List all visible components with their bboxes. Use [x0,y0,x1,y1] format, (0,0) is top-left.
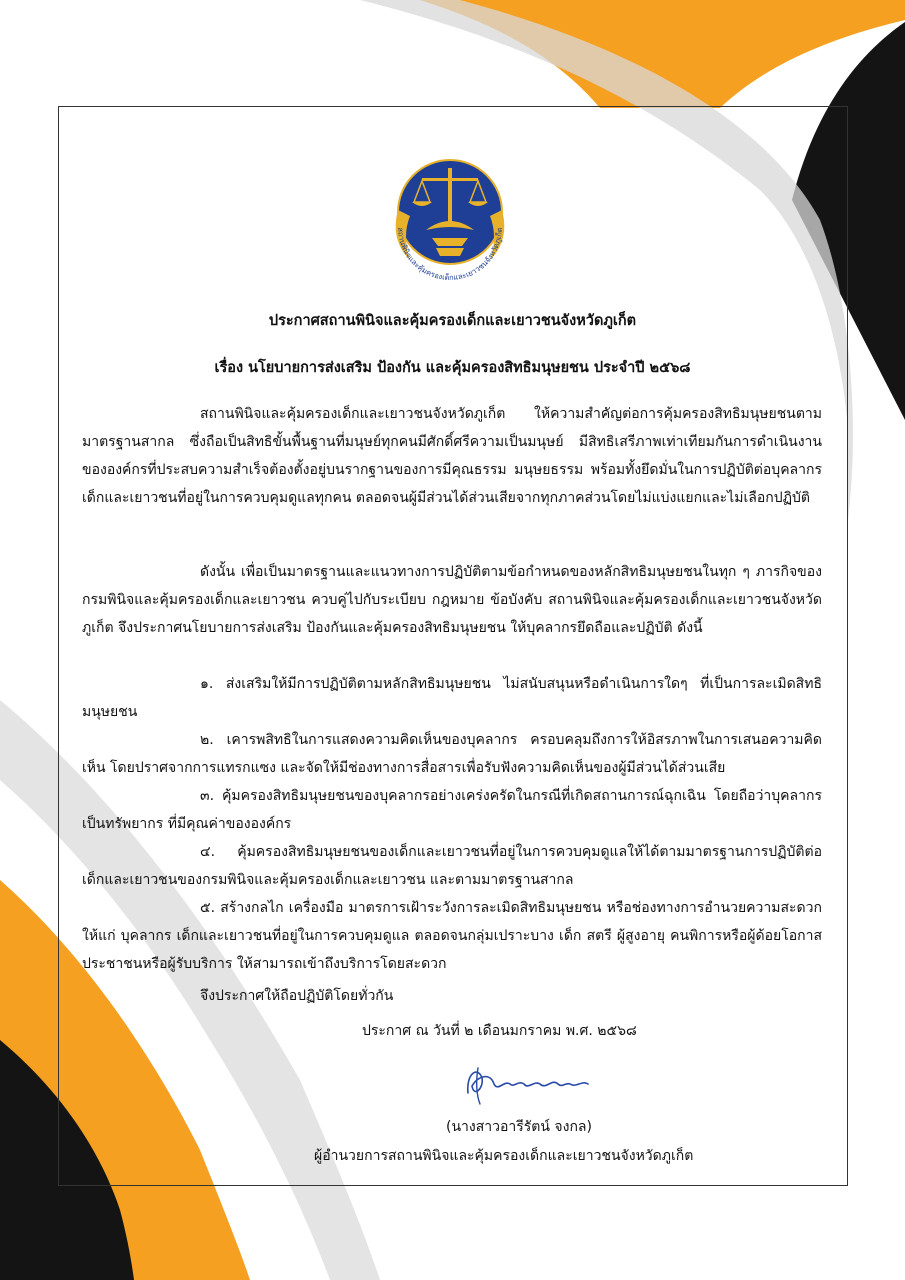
policy-item-3 [82,782,822,838]
svg-text:สถานพินิจและคุ้มครองเด็กและเยา: สถานพินิจและคุ้มครองเด็กและเยาวชนจังหวัดภูเก็ต [395,227,505,283]
document-title: ประกาศสถานพินิจและคุ้มครองเด็กและเยาวชนจังหวัดภูเก็ต [268,313,637,329]
policy-item-text: ๕. สร้างกลไก เครื่องมือ มาตรการเฝ้าระวังการละเมิดสิทธิมนุษยชน หรือช่องทางการอำนวยความสะดวกให้แก่ บุคลากร เด็กและเยาวชนที่อยู่ในการควบคุมดูแล ตลอดจนกลุ่มเปราะบาง เด็ก สตรี ผู้สูงอายุ คนพิการหรือผู้ด้อยโอกาส ประชาชนหรือผู้รับบริการ ให้สามารถเข้าถึงบริการโดยสะดวก [82,900,822,972]
document-subject: เรื่อง นโยบายการส่งเสริม ป้องกัน และคุ้มครองสิทธิมนุษยชน ประจำปี ๒๕๖๘ [214,360,691,376]
policy-item-text: ๒. เคารพสิทธิในการแสดงความคิดเห็นของบุคลากร ครอบคลุมถึงการให้อิสรภาพในการเสนอความคิดเห็น โดยปราศจากการแทรกแซง และจัดให้มีช่องทางการสื่อสารเพื่อรับฟังความคิดเห็นของผู้มีส่วนได้ส่วนเสีย [82,732,822,776]
scales-of-justice-seal-icon [380,150,520,290]
signatory-position: ผู้อำนวยการสถานพินิจและคุ้มครองเด็กและเยาวชนจังหวัดภูเก็ต [314,1148,694,1164]
handwritten-signature [448,1058,608,1108]
policy-item-text: ๔. คุ้มครองสิทธิมนุษยชนของเด็กและเยาวชนที่อยู่ในการควบคุมดูแลให้ได้ตามมาตรฐานการปฏิบัติต่อเด็กและเยาวชนของกรมพินิจและคุ้มครองเด็กและเยาวชน และตามมาตรฐานสากล [82,844,822,888]
policy-item-2 [82,726,822,782]
intro-paragraph [82,400,822,512]
policy-item-1 [82,670,822,726]
policy-item-5 [82,894,822,978]
therefore-text: ดังนั้น เพื่อเป็นมาตรฐานและแนวทางการปฏิบัติตามข้อกำหนดของหลักสิทธิมนุษยชนในทุก ๆ ภารกิจของกรมพินิจและคุ้มครองเด็กและเยาวชน ควบคู่ไปกับระเบียบ กฎหมาย ข้อบังคับ สถานพินิจและคุ้มครองเด็กและเยาวชนจังหวัดภูเก็ต จึงประกาศนโยบายการส่งเสริม ป้องกันและคุ้มครองสิทธิมนุษยชน ให้บุคลากรยึดถือและปฏิบัติ ดังนี้ [82,564,822,636]
closing-text: จึงประกาศให้ถือปฏิบัติโดยทั่วกัน [200,988,394,1004]
policy-item-text: ๓. คุ้มครองสิทธิมนุษยชนของบุคลากรอย่างเคร่งครัดในกรณีที่เกิดสถานการณ์ฉุกเฉิน โดยถือว่าบุคลากรเป็นทรัพยากร ที่มีคุณค่าขององค์กร [82,788,822,832]
announcement-date: ประกาศ ณ วันที่ ๒ เดือนมกราคม พ.ศ. ๒๕๖๘ [362,1023,637,1039]
therefore-paragraph [82,558,822,642]
signatory-name: (นางสาวอารีรัตน์ จงกล) [446,1119,592,1135]
intro-text: สถานพินิจและคุ้มครองเด็กและเยาวชนจังหวัดภูเก็ต ให้ความสำคัญต่อการคุ้มครองสิทธิมนุษยชนตามมาตรฐานสากล ซึ่งถือเป็นสิทธิขั้นพื้นฐานที่มนุษย์ทุกคนมีศักดิ์ศรีความเป็นมนุษย์ มีสิทธิเสรีภาพเท่าเทียมกันการดำเนินงานขององค์กรที่ประสบความสำเร็จต้องตั้งอยู่บนรากฐานของการมีคุณธรรม มนุษยธรรม พร้อมทั้งยึดมั่นในการปฏิบัติต่อบุคลากร เด็กและเยาวชนที่อยู่ในการควบคุมดูแลทุกคน ตลอดจนผู้มีส่วนได้ส่วนเสียจากทุกภาคส่วนโดยไม่แบ่งแยกและไม่เลือกปฏิบัติ [82,406,822,506]
closing-paragraph [82,982,822,1010]
policy-item-text: ๑. ส่งเสริมให้มีการปฏิบัติตามหลักสิทธิมนุษยชน ไม่สนับสนุนหรือดำเนินการใดๆ ที่เป็นการละเมิดสิทธิมนุษยชน [82,676,822,720]
policy-item-4 [82,838,822,894]
